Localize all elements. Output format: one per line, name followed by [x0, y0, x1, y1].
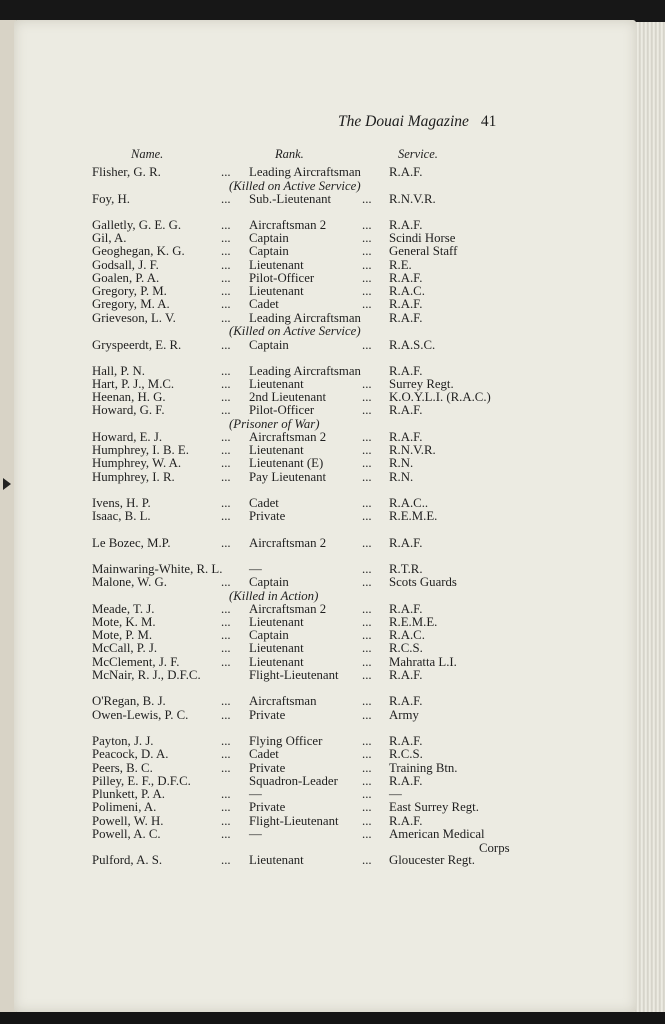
name-cell: Goalen, P. A. [92, 271, 160, 285]
service-cell: R.T.R. [389, 562, 423, 576]
leader-dots: ... [221, 165, 231, 179]
leader-dots: ... [221, 853, 231, 867]
rank-cell: Pay Lieutenant [249, 470, 327, 484]
service-cell: R.A.F. [389, 814, 423, 828]
rank-cell: Aircraftsman [249, 694, 317, 708]
table-row [0, 641, 640, 655]
leader-dots: ... [221, 615, 231, 629]
leader-dots: ... [221, 827, 231, 841]
leader-dots: ... [362, 708, 372, 722]
name-cell: Plunkett, P. A. [92, 787, 165, 801]
leader-dots: ... [221, 258, 231, 272]
running-header [338, 113, 496, 131]
leader-dots: ... [221, 734, 231, 748]
leader-dots: ... [362, 258, 372, 272]
leader-dots: ... [362, 470, 372, 484]
table-row [0, 403, 640, 417]
service-cell: Corps [479, 841, 510, 855]
leader-dots: ... [221, 747, 231, 761]
service-cell: Army [389, 708, 419, 722]
leader-dots: ... [362, 734, 372, 748]
service-cell: East Surrey Regt. [389, 800, 479, 814]
leader-dots: ... [221, 271, 231, 285]
service-cell: R.A.F. [389, 536, 423, 550]
leader-dots: ... [221, 377, 231, 391]
name-cell: Heenan, H. G. [92, 390, 166, 404]
name-cell: McClement, J. F. [92, 655, 180, 669]
rank-cell: Aircraftsman 2 [249, 218, 327, 232]
name-cell: Owen-Lewis, P. C. [92, 708, 189, 722]
name-cell: Galletly, G. E. G. [92, 218, 182, 232]
name-cell: Humphrey, W. A. [92, 456, 182, 470]
table-row [0, 284, 640, 298]
name-cell: Hart, P. J., M.C. [92, 377, 175, 391]
service-cell: R.A.C.. [389, 496, 429, 510]
rank-cell: Leading Aircraftsman [249, 165, 361, 179]
service-cell: R.A.F. [389, 165, 423, 179]
table-row [0, 417, 640, 431]
leader-dots: ... [221, 575, 231, 589]
name-cell: Peers, B. C. [92, 761, 153, 775]
leader-dots: ... [221, 509, 231, 523]
leader-dots: ... [221, 814, 231, 828]
rank-cell: Leading Aircraftsman [249, 311, 361, 325]
rank-cell: (Killed on Active Service) [229, 324, 361, 338]
leader-dots: ... [221, 192, 231, 206]
rank-cell: Aircraftsman 2 [249, 536, 327, 550]
service-cell: R.A.F. [389, 734, 423, 748]
rank-cell: Private [249, 800, 286, 814]
name-cell: Payton, J. J. [92, 734, 154, 748]
rank-cell: Pilot-Officer [249, 271, 315, 285]
rank-cell: Private [249, 509, 286, 523]
leader-dots: ... [362, 496, 372, 510]
table-row [0, 364, 640, 378]
service-cell: Surrey Regt. [389, 377, 454, 391]
name-cell: Ivens, H. P. [92, 496, 151, 510]
table-row [0, 694, 640, 708]
rank-cell: 2nd Lieutenant [249, 390, 327, 404]
name-cell: Geoghegan, K. G. [92, 244, 185, 258]
leader-dots: ... [362, 853, 372, 867]
table-row [0, 218, 640, 232]
table-row [0, 655, 640, 669]
service-cell: R.A.F. [389, 774, 423, 788]
table-row [0, 311, 640, 325]
rank-cell: Flight-Lieutenant [249, 668, 339, 682]
name-cell: Gil, A. [92, 231, 127, 245]
leader-dots: ... [362, 284, 372, 298]
service-cell: R.A.F. [389, 364, 423, 378]
rank-cell: Pilot-Officer [249, 403, 315, 417]
name-cell: Hall, P. N. [92, 364, 145, 378]
service-cell: R.A.F. [389, 271, 423, 285]
table-row [0, 708, 640, 722]
rank-cell: Lieutenant [249, 641, 304, 655]
table-row [0, 456, 640, 470]
rank-cell: Flying Officer [249, 734, 323, 748]
service-cell: American Medical [389, 827, 485, 841]
leader-dots: ... [221, 364, 231, 378]
leader-dots: ... [221, 284, 231, 298]
rank-cell: Aircraftsman 2 [249, 602, 327, 616]
table-row [0, 602, 640, 616]
table-row [0, 774, 640, 788]
leader-dots: ... [362, 271, 372, 285]
leader-dots: ... [221, 430, 231, 444]
leader-dots: ... [221, 761, 231, 775]
rank-cell: — [249, 827, 262, 841]
name-cell: Gregory, M. A. [92, 297, 170, 311]
rank-cell: Lieutenant [249, 655, 304, 669]
service-cell: R.A.F. [389, 668, 423, 682]
leader-dots: ... [221, 218, 231, 232]
table-row [0, 244, 640, 258]
leader-dots: ... [362, 377, 372, 391]
name-cell: Malone, W. G. [92, 575, 168, 589]
leader-dots: ... [362, 628, 372, 642]
rank-cell: Flight-Lieutenant [249, 814, 339, 828]
rank-cell: — [249, 787, 262, 801]
leader-dots: ... [221, 231, 231, 245]
rank-cell: Cadet [249, 297, 279, 311]
leader-dots: ... [362, 774, 372, 788]
table-row [0, 430, 640, 444]
service-cell: R.E.M.E. [389, 509, 438, 523]
leader-dots: ... [362, 827, 372, 841]
rank-cell: Private [249, 761, 286, 775]
rank-cell: (Killed in Action) [229, 589, 319, 603]
leader-dots: ... [362, 761, 372, 775]
table-row [0, 470, 640, 484]
table-row [0, 628, 640, 642]
leader-dots: ... [221, 655, 231, 669]
name-cell: Peacock, D. A. [92, 747, 169, 761]
leader-dots: ... [221, 403, 231, 417]
name-cell: Meade, T. J. [92, 602, 155, 616]
column-header-rank: Rank. [275, 147, 304, 161]
service-cell: R.N. [389, 456, 414, 470]
leader-dots: ... [362, 192, 372, 206]
name-cell: Gregory, P. M. [92, 284, 167, 298]
rank-cell: Cadet [249, 496, 279, 510]
rank-cell: Captain [249, 338, 289, 352]
leader-dots: ... [221, 628, 231, 642]
rank-cell: Cadet [249, 747, 279, 761]
table-row [0, 509, 640, 523]
rank-cell: — [249, 562, 262, 576]
leader-dots: ... [362, 338, 372, 352]
service-cell: R.A.F. [389, 430, 423, 444]
leader-dots: ... [221, 456, 231, 470]
leader-dots: ... [221, 311, 231, 325]
table-row [0, 258, 640, 272]
leader-dots: ... [362, 641, 372, 655]
name-cell: Mote, P. M. [92, 628, 153, 642]
rank-cell: Aircraftsman 2 [249, 430, 327, 444]
leader-dots: ... [362, 668, 372, 682]
name-cell: Grieveson, L. V. [92, 311, 176, 325]
leader-dots: ... [221, 536, 231, 550]
leader-dots: ... [221, 708, 231, 722]
service-cell: K.O.Y.L.I. (R.A.C.) [389, 390, 491, 404]
name-cell: McNair, R. J., D.F.C. [92, 668, 201, 682]
name-cell: Gryspeerdt, E. R. [92, 338, 182, 352]
leader-dots: ... [362, 297, 372, 311]
table-row [0, 814, 640, 828]
service-cell: — [389, 787, 402, 801]
rank-cell: Captain [249, 231, 289, 245]
name-cell: Isaac, B. L. [92, 509, 151, 523]
service-cell: Mahratta L.I. [389, 655, 457, 669]
rank-cell: Lieutenant (E) [249, 456, 324, 470]
leader-dots: ... [362, 244, 372, 258]
name-cell: Humphrey, I. R. [92, 470, 175, 484]
service-cell: R.E.M.E. [389, 615, 438, 629]
name-cell: Godsall, J. F. [92, 258, 159, 272]
leader-dots: ... [221, 443, 231, 457]
leader-dots: ... [362, 747, 372, 761]
leader-dots: ... [362, 814, 372, 828]
leader-dots: ... [221, 641, 231, 655]
table-row [0, 761, 640, 775]
table-row [0, 853, 640, 867]
rank-cell: Lieutenant [249, 258, 304, 272]
rank-cell: Lieutenant [249, 853, 304, 867]
leader-dots: ... [362, 536, 372, 550]
name-cell: Powell, W. H. [92, 814, 164, 828]
leader-dots: ... [221, 496, 231, 510]
name-cell: Pulford, A. S. [92, 853, 163, 867]
table-row [0, 747, 640, 761]
magazine-title: The Douai Magazine [338, 113, 469, 130]
service-cell: R.N.V.R. [389, 192, 436, 206]
leader-dots: ... [362, 602, 372, 616]
service-cell: Scots Guards [389, 575, 457, 589]
leader-dots: ... [362, 694, 372, 708]
leader-dots: ... [221, 338, 231, 352]
name-cell: Polimeni, A. [92, 800, 157, 814]
table-row [0, 179, 640, 193]
leader-dots: ... [221, 297, 231, 311]
leader-dots: ... [362, 562, 372, 576]
service-cell: Gloucester Regt. [389, 853, 475, 867]
leader-dots: ... [362, 456, 372, 470]
table-row [0, 338, 640, 352]
leader-dots: ... [221, 694, 231, 708]
leader-dots: ... [362, 615, 372, 629]
table-row [0, 271, 640, 285]
name-cell: O'Regan, B. J. [92, 694, 166, 708]
table-row [0, 496, 640, 510]
rank-cell: Captain [249, 244, 289, 258]
leader-dots: ... [362, 403, 372, 417]
name-cell: Howard, G. F. [92, 403, 165, 417]
name-cell: Humphrey, I. B. E. [92, 443, 189, 457]
service-cell: R.A.F. [389, 297, 423, 311]
table-row [0, 734, 640, 748]
leader-dots: ... [221, 390, 231, 404]
table-row [0, 165, 640, 179]
leader-dots: ... [362, 655, 372, 669]
name-cell: Flisher, G. R. [92, 165, 161, 179]
name-cell: Pilley, E. F., D.F.C. [92, 774, 191, 788]
table-row [0, 390, 640, 404]
leader-dots: ... [221, 800, 231, 814]
column-header-name: Name. [131, 147, 164, 161]
table-row [0, 668, 640, 682]
service-cell: Scindi Horse [389, 231, 456, 245]
rank-cell: Sub.-Lieutenant [249, 192, 332, 206]
name-cell: Mainwaring-White, R. L. [92, 562, 223, 576]
rank-cell: Lieutenant [249, 377, 304, 391]
table-row [0, 192, 640, 206]
rank-cell: Lieutenant [249, 443, 304, 457]
table-row [0, 324, 640, 338]
leader-dots: ... [221, 787, 231, 801]
name-cell: Howard, E. J. [92, 430, 163, 444]
table-row [0, 377, 640, 391]
rank-cell: Captain [249, 575, 289, 589]
service-cell: R.A.F. [389, 602, 423, 616]
table-row [0, 443, 640, 457]
leader-dots: ... [221, 244, 231, 258]
service-cell: R.A.C. [389, 284, 425, 298]
leader-dots: ... [221, 470, 231, 484]
leader-dots: ... [362, 509, 372, 523]
leader-dots: ... [362, 430, 372, 444]
name-cell: Foy, H. [92, 192, 130, 206]
table-row [0, 589, 640, 603]
leader-dots: ... [221, 602, 231, 616]
column-header-service: Service. [398, 147, 438, 161]
rank-cell: (Killed on Active Service) [229, 179, 361, 193]
table-row [0, 562, 640, 576]
service-cell: R.C.S. [389, 641, 423, 655]
service-cell: R.A.S.C. [389, 338, 436, 352]
leader-dots: ... [362, 787, 372, 801]
table-row [0, 800, 640, 814]
service-cell: Training Btn. [389, 761, 458, 775]
table-row [0, 787, 640, 801]
service-cell: R.A.F. [389, 403, 423, 417]
scan-background-bottom [0, 1012, 665, 1024]
rank-cell: Leading Aircraftsman [249, 364, 361, 378]
rank-cell: Private [249, 708, 286, 722]
name-cell: McCall, P. J. [92, 641, 158, 655]
service-cell: R.N.V.R. [389, 443, 436, 457]
name-cell: Powell, A. C. [92, 827, 161, 841]
leader-dots: ... [362, 231, 372, 245]
rank-cell: Lieutenant [249, 615, 304, 629]
leader-dots: ... [362, 800, 372, 814]
table-row [0, 827, 640, 841]
service-cell: R.E. [389, 258, 412, 272]
table-row [0, 297, 640, 311]
name-cell: Le Bozec, M.P. [92, 536, 171, 550]
table-row [0, 615, 640, 629]
leader-dots: ... [362, 575, 372, 589]
service-cell: General Staff [389, 244, 458, 258]
service-cell: R.N. [389, 470, 414, 484]
page-number: 41 [480, 113, 497, 130]
table-row [0, 536, 640, 550]
rank-cell: Captain [249, 628, 289, 642]
service-cell: R.A.C. [389, 628, 425, 642]
leader-dots: ... [362, 443, 372, 457]
rank-cell: (Prisoner of War) [229, 417, 320, 431]
table-row [0, 231, 640, 245]
rank-cell: Lieutenant [249, 284, 304, 298]
leader-dots: ... [362, 218, 372, 232]
table-row [0, 575, 640, 589]
service-cell: R.A.F. [389, 311, 423, 325]
service-cell: R.C.S. [389, 747, 423, 761]
service-cell: R.A.F. [389, 694, 423, 708]
rank-cell: Squadron-Leader [249, 774, 338, 788]
name-cell: Mote, K. M. [92, 615, 156, 629]
leader-dots: ... [362, 390, 372, 404]
service-cell: R.A.F. [389, 218, 423, 232]
